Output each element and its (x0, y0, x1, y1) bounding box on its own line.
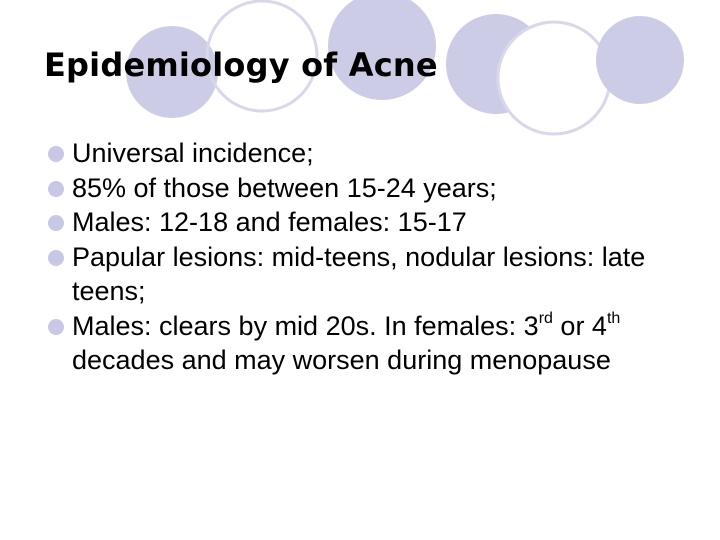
bullet-list (46, 136, 696, 378)
bullet-text: Papular lesions: mid-teens, nodular lesions: late teens; (72, 241, 646, 306)
bullet-text: 85% of those between 15-24 years; (72, 172, 497, 203)
bullet-text: Males: 12-18 and females: 15-17 (72, 207, 467, 237)
bullet-item (46, 240, 696, 309)
bullet-item (46, 136, 696, 171)
bullet-dot-icon (48, 215, 64, 231)
bullet-item (46, 205, 696, 240)
bullet-item (46, 309, 696, 378)
bullet-dot-icon (48, 181, 64, 197)
deco-circle-6 (596, 16, 684, 104)
bullet-text-part: decades and may worsen during menopause (72, 345, 611, 375)
slide-title: Epidemiology of Acne (44, 46, 438, 84)
superscript-rd: rd (538, 309, 553, 327)
bullet-item (46, 171, 696, 206)
deco-circle-5 (498, 22, 610, 134)
bullet-text-part: or 4 (552, 310, 607, 341)
bullet-text (72, 309, 696, 378)
bullet-dot-icon (48, 319, 64, 335)
superscript-th: th (606, 309, 621, 327)
bullet-text-part: Males: clears by mid 20s. In females: 3 (72, 310, 539, 341)
bullet-dot-icon (48, 250, 64, 266)
bullet-dot-icon (48, 146, 64, 162)
bullet-text: Universal incidence; (72, 138, 314, 168)
